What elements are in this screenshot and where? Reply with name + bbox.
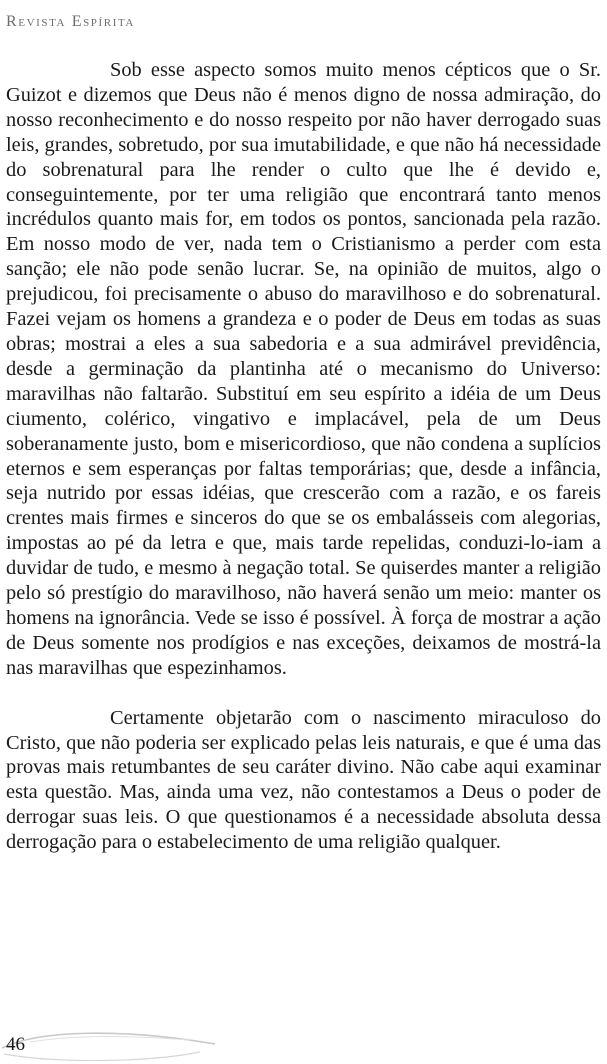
swoosh-ornament-icon bbox=[0, 1024, 220, 1064]
paragraph-2: Certamente objetarão com o nascimento miraculoso do Cristo, que não poderia ser explicado pelas leis naturais, e que é uma das provas mais retumbantes de seu caráter divino. Não cabe aqui examinar esta questão. Mas, ainda uma vez, não contestamos a Deus o poder de derrogar suas leis. O que questionamos é a necessidade absoluta dessa derrogação para o estabelecimento de uma religião qualquer. bbox=[6, 706, 601, 854]
paragraph-1: Sob esse aspecto somos muito menos cépticos que o Sr. Guizot e dizemos que Deus não é menos digno de nossa admiração, do nosso reconhecimento e do nosso respeito por não haver derrogado suas leis, grandes, sobretudo, por sua imutabilidade, e que não há necessidade do sobrenatural para lhe render o culto que lhe é devido e, conseguintemente, por ter uma religião que encontrará tanto menos incrédulos quanto mais for, em todos os pontos, sancionada pela razão. Em nosso modo de ver, nada tem o Cristianismo a perder com esta sanção; ele não pode senão lucrar. Se, na opinião de muitos, algo o prejudicou, foi precisamente o abuso do maravilhoso e do sobrenatural. Fazei vejam os homens a grandeza e o poder de Deus em todas as suas obras; mostrai a eles a sua sabedoria e a sua admirável previdência, desde a germinação da plantinha até o mecanismo do Universo: maravilhas não faltarão. Substituí em seu espírito a idéia de um Deus ciumento, colérico, vingativo e implacável, pela de um Deus soberanamente justo, bom e misericordioso, que não condena a suplícios eternos e sem esperanças por faltas temporárias; que, desde a infância, seja nutrido por essas idéias, que crescerão com a razão, e os fareis crentes mais firmes e sinceros do que se os embalásseis com alegorias, impostas ao pé da letra e que, mais tarde repelidas, conduzi-lo-iam a duvidar de tudo, e mesmo à negação total. Se quiserdes manter a religião pelo só prestígio do maravilhoso, não haverá senão um meio: manter os homens na ignorância. Vede se isso é possível. À força de mostrar a ação de Deus somente nos prodígios e nas exceções, deixamos de mostrá-la nas maravilhas que espezinhamos. bbox=[6, 59, 601, 679]
page-number: 46 bbox=[6, 1034, 25, 1055]
body-text bbox=[6, 58, 601, 855]
running-header: Revista Espírita bbox=[6, 13, 135, 30]
